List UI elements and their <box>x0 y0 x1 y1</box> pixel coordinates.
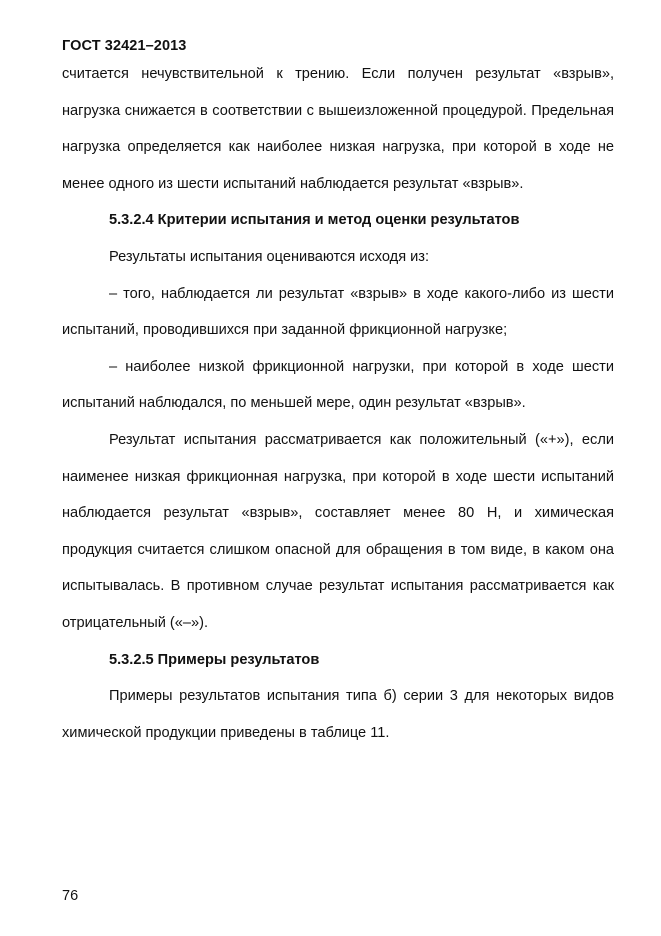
page-number: 76 <box>62 888 79 904</box>
page-content <box>62 56 614 751</box>
paragraph-continuation: считается нечувствительной к трению. Если получен результат «взрыв», нагрузка снижается в соответствии с вышеизложенной процедурой. Предельная нагрузка определяется как наиболее низкая нагрузка, при которой в ходе не менее одного из шести испытаний наблюдается результат «взрыв». <box>62 66 614 192</box>
standard-header: ГОСТ 32421–2013 <box>62 38 187 54</box>
paragraph-positive-result: Результат испытания рассматривается как положительный («+»), если наименее низкая фрикционная нагрузка, при которой в ходе шести испытаний наблюдается результат «взрыв», составляет менее 80 Н, и химическая продукция считается слишком опасной для обращения в том виде, в каком она испытывалась. В противном случае результат испытания рассматривается как отрицательный («–»). <box>62 431 614 631</box>
paragraph-examples: Примеры результатов испытания типа б) серии 3 для некоторых видов химической продукции приведены в таблице 11. <box>62 688 614 741</box>
list-item-explosion-observed: – того, наблюдается ли результат «взрыв» в ходе какого-либо из шести испытаний, проводившихся при заданной фрикционной нагрузке; <box>62 285 614 339</box>
section-heading-5-3-2-4: 5.3.2.4 Критерии испытания и метод оценки результатов <box>109 212 520 229</box>
paragraph-results-basis: Результаты испытания оцениваются исходя из: <box>109 248 430 265</box>
list-item-lowest-load: – наиболее низкой фрикционной нагрузки, при которой в ходе шести испытаний наблюдался, по меньшей мере, один результат «взрыв». <box>62 358 614 412</box>
section-heading-5-3-2-5: 5.3.2.5 Примеры результатов <box>109 651 320 668</box>
